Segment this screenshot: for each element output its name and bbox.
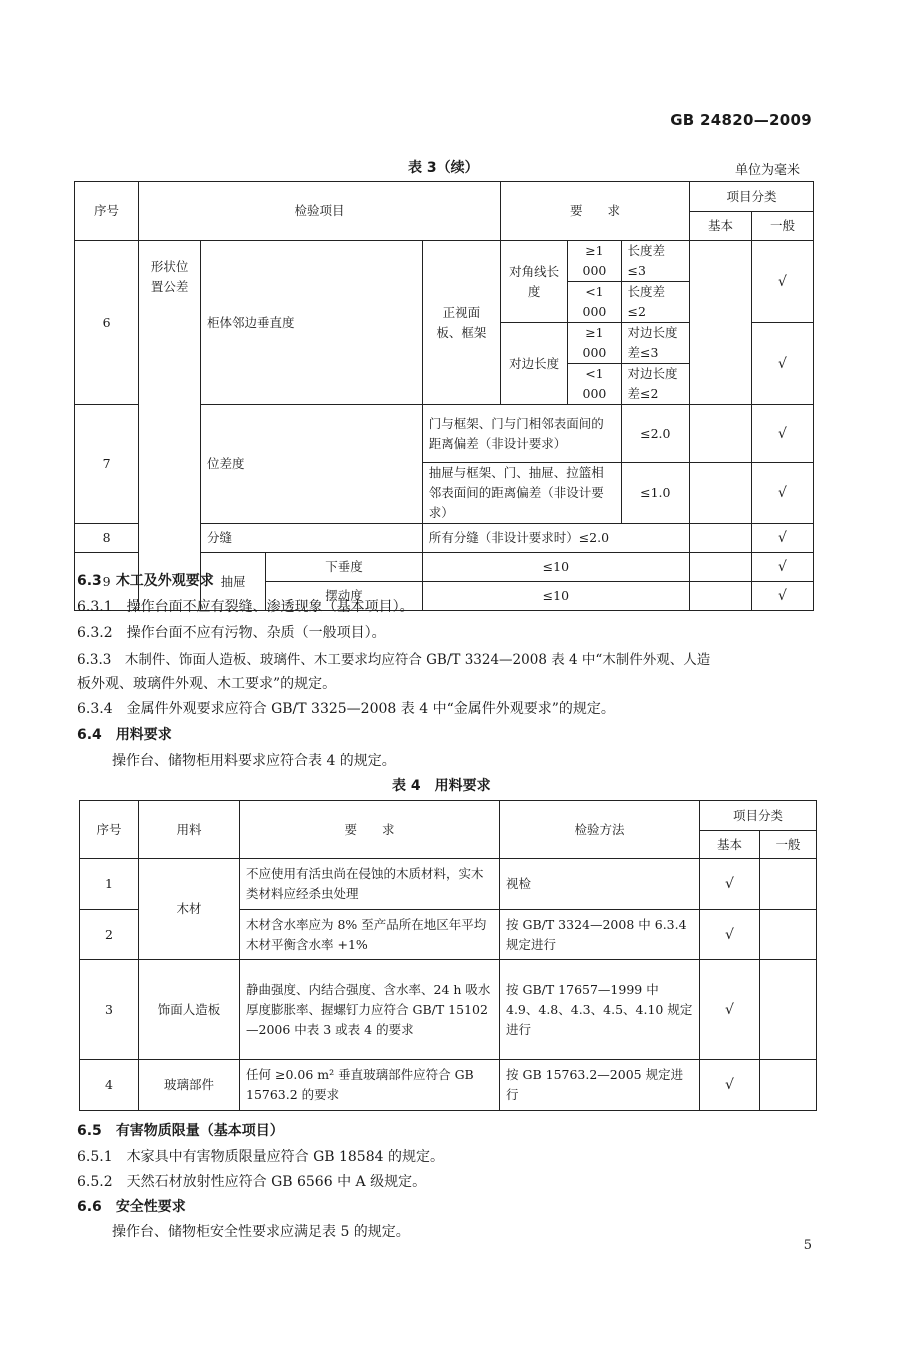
t3-header-cat: 项目分类 <box>690 182 814 212</box>
t3-r8-req: 所有分缝（非设计要求时）≤2.0 <box>422 524 689 553</box>
t4-r3-method: 按 GB/T 17657—1999 中 4.9、4.8、4.3、4.5、4.10 规定进行 <box>500 960 700 1060</box>
t4-header-general: 一般 <box>760 831 817 859</box>
t4-r3-general <box>760 960 817 1060</box>
t4-header-mat: 用料 <box>139 801 240 859</box>
t3-r6-a2: 长度差≤3 <box>621 241 689 282</box>
t3-header-general: 一般 <box>751 212 813 241</box>
t4-r1-req: 不应使用有活虫尚在侵蚀的木质材料，实木类材料应经杀虫处理 <box>240 859 500 910</box>
t4-header-method: 检验方法 <box>500 801 700 859</box>
t4-r1-method: 视检 <box>500 859 700 910</box>
sec63-p4-num: 6.3.4 <box>77 701 113 717</box>
t3-r7-req2: 抽屉与框架、门、抽屉、拉篮相邻表面间的距离偏差（非设计要求） <box>422 463 621 524</box>
t3-r8-no: 8 <box>75 524 139 553</box>
t4-r2-method: 按 GB/T 3324—2008 中 6.3.4 规定进行 <box>500 910 700 960</box>
t3-r6-c1: ≥1 000 <box>568 323 621 364</box>
sec65-p2 <box>77 1171 426 1191</box>
sec65-p1 <box>77 1146 444 1166</box>
sec63-p4 <box>77 698 615 718</box>
t4-r4-general <box>760 1060 817 1111</box>
sec63-p2-num: 6.3.2 <box>77 625 113 641</box>
sec66-num: 6.6 <box>77 1199 102 1215</box>
sec65-text: 有害物质限量（基本项目） <box>115 1123 284 1139</box>
sec65-num: 6.5 <box>77 1123 102 1139</box>
t3-r9-basic1 <box>690 553 752 582</box>
sec63-text: 木工及外观要求 <box>115 573 214 589</box>
t4-r3-mat: 饰面人造板 <box>139 960 240 1060</box>
page-number: 5 <box>803 1238 812 1253</box>
table4-caption: 表 4 用料要求 <box>392 778 491 794</box>
sec64-intro: 操作台、储物柜用料要求应符合表 4 的规定。 <box>112 753 396 769</box>
t3-header-basic: 基本 <box>690 212 752 241</box>
t3-r6-diag: 对角线长度 <box>500 241 567 323</box>
t3-r6-b1: <1 000 <box>568 282 621 323</box>
sec65-p1-text: 木家具中有害物质限量应符合 GB 18584 的规定。 <box>126 1149 444 1165</box>
t4-header-no: 序号 <box>80 801 139 859</box>
sec65-p2-num: 6.5.2 <box>77 1174 113 1190</box>
t3-r6-d2: 对边长度差≤2 <box>621 364 689 405</box>
standard-number: GB 24820—2009 <box>670 111 812 129</box>
t3-r7-check1: √ <box>751 405 813 463</box>
t4-r1-mat: 木材 <box>139 859 240 960</box>
sec63-p2-text: 操作台面不应有污物、杂质（一般项目）。 <box>126 625 386 641</box>
t3-r8-item: 分缝 <box>201 524 423 553</box>
sec63-p1-num: 6.3.1 <box>77 599 113 615</box>
sec63-p2 <box>77 622 386 642</box>
t4-r1-no: 1 <box>80 859 139 910</box>
t3-r7-basic2 <box>690 463 752 524</box>
t4-r4-method: 按 GB 15763.2—2005 规定进行 <box>500 1060 700 1111</box>
t3-r7-item: 位差度 <box>201 405 423 524</box>
t3-r9-basic2 <box>690 582 752 611</box>
table3-unit: 单位为毫米 <box>734 163 800 178</box>
sec63-p1 <box>77 596 414 616</box>
sec63-title <box>77 570 214 590</box>
sec63-p3 <box>77 648 710 668</box>
t3-r7-val1: ≤2.0 <box>621 405 689 463</box>
t3-r7-basic1 <box>690 405 752 463</box>
sec66-text: 安全性要求 <box>115 1199 186 1215</box>
t3-r8-basic <box>690 524 752 553</box>
t4-r3-no: 3 <box>80 960 139 1060</box>
t4-header-cat: 项目分类 <box>700 801 817 831</box>
t3-r6-side: 对边长度 <box>500 323 567 405</box>
table3-caption: 表 3（续） <box>408 160 479 176</box>
t3-header-no: 序号 <box>75 182 139 241</box>
table3 <box>74 181 814 611</box>
sec63-p3-cont: 板外观、玻璃件外观、木工要求”的规定。 <box>77 676 337 692</box>
t4-r4-req: 任何 ≥0.06 m² 垂直玻璃部件应符合 GB 15763.2 的要求 <box>240 1060 500 1111</box>
t3-header-req: 要 求 <box>500 182 689 241</box>
sec63-p4-text: 金属件外观要求应符合 GB/T 3325—2008 表 4 中“金属件外观要求”的规定。 <box>126 701 615 717</box>
table4 <box>79 800 817 1111</box>
sec63-p3-line1: 木制件、饰面人造板、玻璃件、木工要求均应符合 GB/T 3324—2008 表 4 中“木制件外观、人造 <box>124 652 711 668</box>
t3-r6-check1: √ <box>751 241 813 323</box>
t4-r4-no: 4 <box>80 1060 139 1111</box>
t4-header-basic: 基本 <box>700 831 760 859</box>
t4-r2-check: √ <box>700 910 760 960</box>
sec65-title <box>77 1120 284 1140</box>
t4-r4-mat: 玻璃部件 <box>139 1060 240 1111</box>
t4-r3-req: 静曲强度、内结合强度、含水率、24 h 吸水厚度膨胀率、握螺钉力应符合 GB/T 15102—2006 中表 3 或表 4 的要求 <box>240 960 500 1060</box>
t4-r3-check: √ <box>700 960 760 1060</box>
t3-header-item: 检验项目 <box>139 182 501 241</box>
t3-r6-b2: 长度差≤2 <box>621 282 689 323</box>
t3-r6-a1: ≥1 000 <box>568 241 621 282</box>
t4-r1-check: √ <box>700 859 760 910</box>
t3-group: 形状位置公差 <box>139 241 201 611</box>
t3-r9-check1: √ <box>751 553 813 582</box>
t3-r6-basic <box>690 241 752 405</box>
t3-r6-no: 6 <box>75 241 139 405</box>
t3-r9-item: 抽屉 <box>201 553 266 611</box>
t4-r2-req: 木材含水率应为 8% 至产品所在地区年平均木材平衡含水率 +1% <box>240 910 500 960</box>
t3-r6-item: 柜体邻边垂直度 <box>201 241 423 405</box>
sec65-p2-text: 天然石材放射性应符合 GB 6566 中 A 级规定。 <box>126 1174 427 1190</box>
t3-r9-no: 9 <box>75 553 139 611</box>
sec63-p3-num: 6.3.3 <box>77 652 112 668</box>
sec66-intro: 操作台、储物柜安全性要求应满足表 5 的规定。 <box>112 1224 410 1240</box>
t3-r6-c2: 对边长度差≤3 <box>621 323 689 364</box>
t3-r7-check2: √ <box>751 463 813 524</box>
t3-r9-val2: ≤10 <box>422 582 689 611</box>
t3-r8-check: √ <box>751 524 813 553</box>
t3-r9-check2: √ <box>751 582 813 611</box>
t3-r9-sub1: 下垂度 <box>266 553 422 582</box>
sec64-num: 6.4 <box>77 727 102 743</box>
sec66-title <box>77 1196 186 1216</box>
t4-r1-general <box>760 859 817 910</box>
t4-header-req: 要 求 <box>240 801 500 859</box>
sec63-p1-text: 操作台面不应有裂缝、渗透现象（基本项目）。 <box>126 599 414 615</box>
t3-r7-no: 7 <box>75 405 139 524</box>
t3-r6-sub: 正视面板、框架 <box>422 241 500 405</box>
t3-r9-sub2: 摆动度 <box>266 582 422 611</box>
sec64-title <box>77 724 172 744</box>
t3-r6-check2: √ <box>751 323 813 405</box>
t4-r2-general <box>760 910 817 960</box>
t4-r4-check: √ <box>700 1060 760 1111</box>
sec65-p1-num: 6.5.1 <box>77 1149 113 1165</box>
t4-r2-no: 2 <box>80 910 139 960</box>
sec63-num: 6.3 <box>77 573 102 589</box>
sec64-text: 用料要求 <box>115 727 172 743</box>
t3-r7-req1: 门与框架、门与门相邻表面间的距离偏差（非设计要求） <box>422 405 621 463</box>
t3-r6-d1: <1 000 <box>568 364 621 405</box>
t3-r9-val1: ≤10 <box>422 553 689 582</box>
t3-r7-val2: ≤1.0 <box>621 463 689 524</box>
